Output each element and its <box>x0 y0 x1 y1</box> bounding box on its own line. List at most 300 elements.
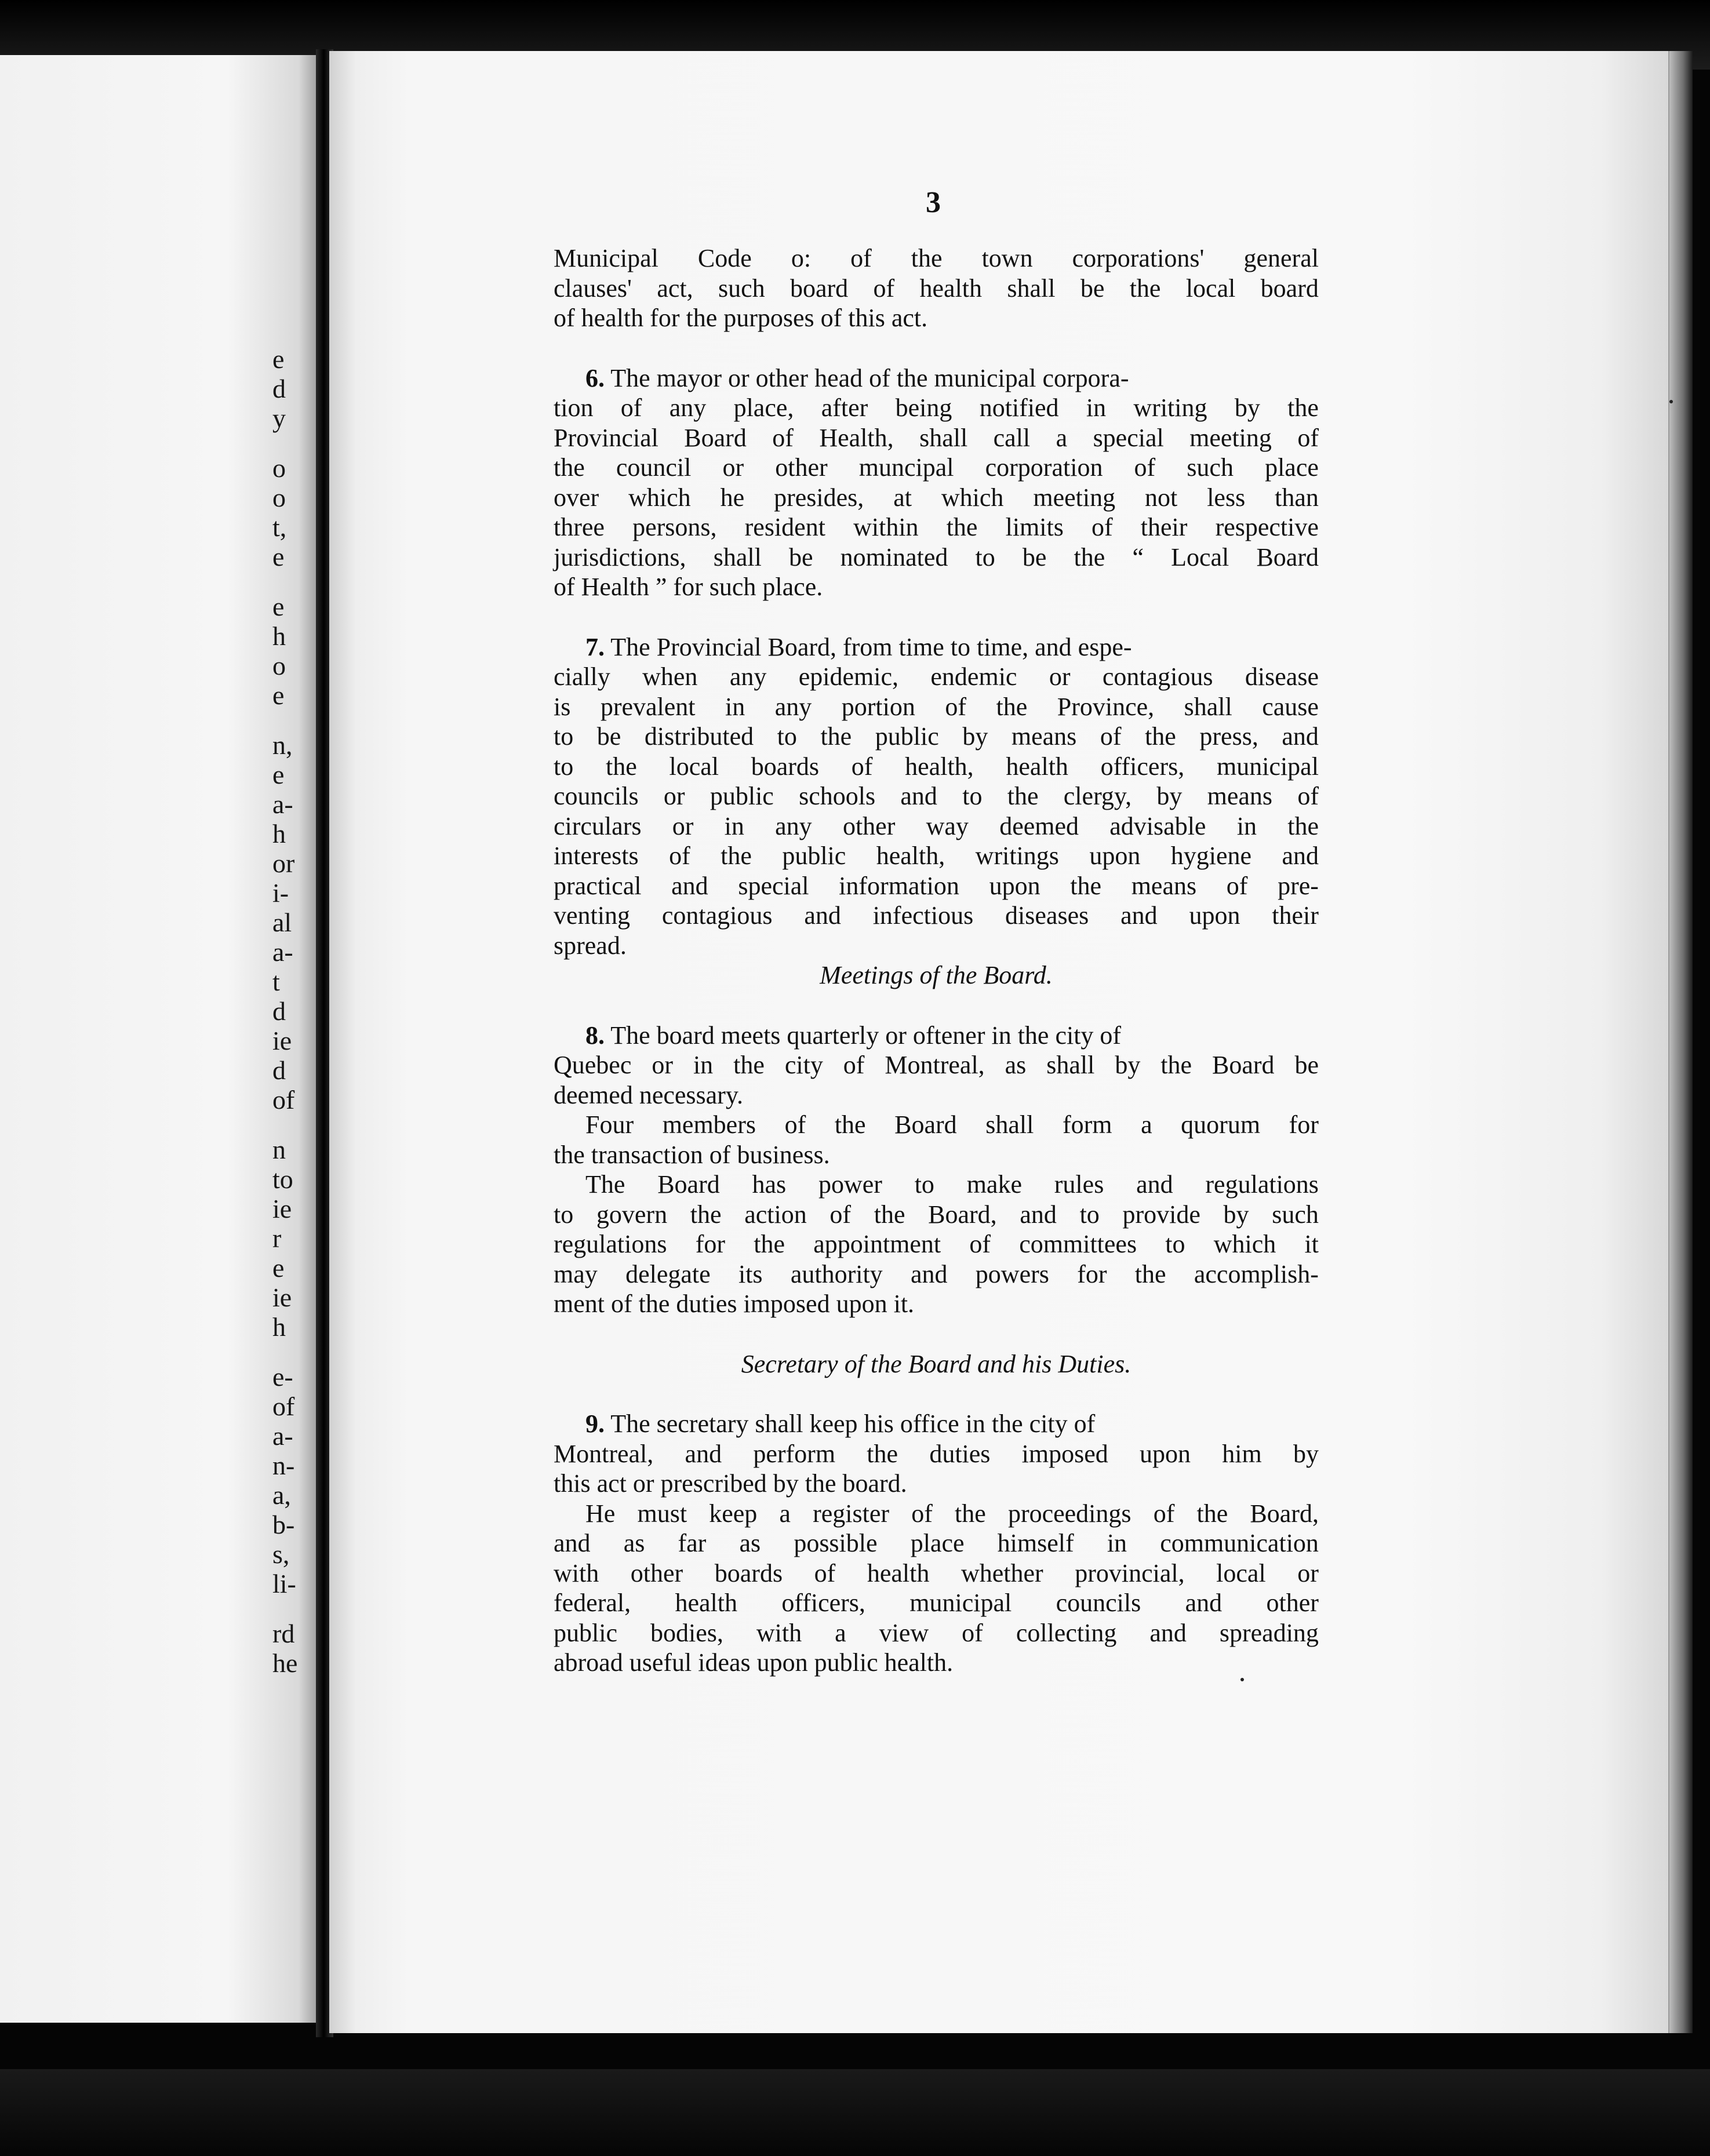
word: the <box>911 244 943 272</box>
word: may <box>554 1259 598 1288</box>
left-page-fragment: e <box>272 1253 285 1283</box>
word: municipal <box>1216 752 1319 781</box>
word: power <box>818 1170 882 1199</box>
text-line: ment of the duties imposed upon it. <box>554 1290 915 1318</box>
section-6 <box>554 363 1319 602</box>
word: imposed <box>1021 1439 1108 1468</box>
word: o: <box>791 244 812 272</box>
word: the <box>1074 542 1105 571</box>
word: or <box>652 1051 673 1079</box>
word: the <box>1145 722 1176 751</box>
word: federal, <box>554 1589 631 1617</box>
left-page-fragment: a, <box>272 1480 291 1510</box>
speck-mark <box>1669 400 1673 403</box>
word: keep <box>709 1499 758 1528</box>
word: nominated <box>840 542 948 571</box>
text-line <box>554 423 1319 453</box>
word: Board <box>894 1110 957 1139</box>
word: the <box>996 692 1028 721</box>
speck-mark <box>1240 1678 1244 1681</box>
word: general <box>1243 244 1319 272</box>
word: be <box>1022 542 1047 571</box>
word: by <box>962 722 988 751</box>
word: regulations <box>554 1230 667 1258</box>
left-page-fragment: e <box>272 760 285 789</box>
word: as <box>623 1529 645 1557</box>
text-line <box>554 483 1319 513</box>
word: any <box>775 811 812 840</box>
word: spreading <box>1219 1618 1319 1647</box>
word: not <box>1145 483 1178 512</box>
word: far <box>678 1529 707 1557</box>
word: of <box>850 244 872 272</box>
word: any <box>774 692 812 721</box>
word: clauses' <box>554 274 632 303</box>
word: at <box>893 483 912 512</box>
word: of <box>1134 453 1156 482</box>
word: to <box>777 722 797 751</box>
text-line: of Health ” for such place. <box>554 573 823 601</box>
text-span: The secretary shall keep his office in the city of <box>605 1410 1096 1438</box>
word: health <box>675 1589 737 1617</box>
word: for <box>695 1230 726 1258</box>
word: or <box>663 782 685 810</box>
paragraph-continuation <box>554 243 1319 333</box>
word: place <box>1265 453 1319 482</box>
word: town <box>981 244 1033 272</box>
word: Board, <box>928 1200 997 1229</box>
word: he <box>720 483 745 512</box>
text-line <box>554 1259 1319 1290</box>
word: the <box>1007 782 1039 810</box>
left-page-fragment: n <box>272 1135 286 1164</box>
word: which <box>941 483 1004 512</box>
word: Municipal <box>554 244 658 272</box>
word: a <box>1056 423 1068 452</box>
text-line <box>554 1110 1319 1140</box>
word: by <box>1115 1051 1141 1079</box>
word: quorum <box>1181 1110 1261 1139</box>
word: a <box>835 1618 846 1647</box>
left-page-fragment: r <box>272 1223 282 1253</box>
left-page-fragment: ie <box>272 1283 292 1312</box>
word: clergy, <box>1063 782 1132 810</box>
word: infectious <box>872 901 974 930</box>
text-line <box>554 243 1319 274</box>
word: council <box>616 453 692 482</box>
word: disease <box>1245 662 1319 691</box>
word: view <box>879 1618 929 1647</box>
text-line <box>554 542 1319 573</box>
word: it <box>1304 1230 1319 1258</box>
word: contagious <box>661 901 773 930</box>
word: city <box>784 1051 823 1079</box>
word: its <box>738 1259 763 1288</box>
word: or <box>722 453 744 482</box>
word: the <box>1287 394 1319 422</box>
word: three <box>554 513 605 541</box>
word: be <box>1294 1051 1319 1079</box>
word: any <box>669 394 707 422</box>
word: and <box>1120 901 1158 930</box>
word: communication <box>1160 1529 1319 1557</box>
left-page-fragment: e <box>272 344 285 374</box>
word: board <box>1260 274 1319 303</box>
word: committees <box>1019 1230 1137 1258</box>
word: cially <box>554 662 610 691</box>
word: distributed <box>644 722 754 751</box>
word: call <box>993 423 1031 452</box>
word: of <box>911 1499 933 1528</box>
left-page-fragment: y <box>272 403 286 433</box>
text-line: this act or prescribed by the board. <box>554 1469 907 1498</box>
text-line <box>554 1528 1319 1558</box>
document-body <box>554 243 1319 1678</box>
word: place, <box>733 394 794 422</box>
word: public <box>710 782 774 810</box>
section-heading-secretary: Secretary of the Board and his Duties. <box>741 1349 1131 1378</box>
word: muncipal <box>858 453 954 482</box>
word: the <box>733 1051 765 1079</box>
word: corporation <box>985 453 1103 482</box>
word: the <box>1287 811 1319 840</box>
word: their <box>1140 513 1188 541</box>
word: which <box>1213 1230 1276 1258</box>
word: place <box>910 1529 965 1557</box>
word: provide <box>1122 1200 1200 1229</box>
word: of <box>829 1200 852 1229</box>
word: health <box>1006 752 1068 781</box>
word: and <box>804 901 841 930</box>
word: be <box>788 542 813 571</box>
text-line <box>554 781 1319 811</box>
word: and <box>910 1259 948 1288</box>
text-line: abroad useful ideas upon public health. <box>554 1648 954 1677</box>
word: of <box>669 842 690 870</box>
word: regulations <box>1205 1170 1319 1199</box>
word: the <box>721 842 752 870</box>
word: form <box>1062 1110 1112 1139</box>
word: presides, <box>774 483 864 512</box>
word: local <box>669 752 719 781</box>
word: to <box>554 752 574 781</box>
word: of <box>969 1230 991 1258</box>
word: authority <box>790 1259 883 1288</box>
word: writing <box>1133 394 1207 422</box>
left-page-fragment: al <box>272 908 292 937</box>
word: upon <box>989 871 1040 900</box>
word: prevalent <box>600 692 696 721</box>
word: shall <box>985 1110 1034 1139</box>
word: health <box>867 1558 930 1587</box>
section-9 <box>554 1409 1319 1678</box>
word: schools <box>799 782 876 810</box>
word: to <box>914 1170 934 1199</box>
word: notified <box>979 394 1059 422</box>
left-page-fragment: o <box>272 453 286 483</box>
text-line <box>554 393 1319 423</box>
word: and <box>554 1529 591 1557</box>
left-page-fragment: n- <box>272 1451 295 1480</box>
word: proceedings <box>1007 1499 1131 1528</box>
word: public <box>782 842 846 870</box>
word: Board, <box>1250 1499 1319 1528</box>
word: such <box>1187 453 1234 482</box>
word: the <box>754 1230 785 1258</box>
word: Four <box>585 1110 634 1139</box>
text-line <box>554 1170 1319 1200</box>
text-line <box>554 1499 1319 1529</box>
left-page-fragment: s, <box>272 1539 290 1569</box>
text-span: The Provincial Board, from time to time, and espe- <box>605 632 1132 661</box>
word: and <box>1136 1170 1173 1199</box>
word: other <box>630 1558 683 1587</box>
word: jurisdictions, <box>554 542 686 571</box>
word: of <box>1297 782 1319 810</box>
word: corporations' <box>1072 244 1205 272</box>
left-page-fragment: h <box>272 819 286 848</box>
word: to <box>554 1200 574 1229</box>
word: of <box>945 692 967 721</box>
word: “ <box>1132 542 1144 571</box>
text-line <box>554 274 1319 304</box>
left-page-fragment: of <box>272 1392 295 1421</box>
word: be <box>1080 274 1105 303</box>
text-line <box>554 871 1319 901</box>
word: with <box>554 1558 599 1587</box>
word: pre- <box>1278 871 1319 900</box>
word: upon <box>1089 842 1141 870</box>
word: local <box>1216 1558 1266 1587</box>
text-line <box>554 662 1319 692</box>
right-page-edge <box>1669 51 1693 2033</box>
word: of <box>1297 423 1319 452</box>
word: hygiene <box>1170 842 1252 870</box>
section-number: 9. <box>585 1410 605 1438</box>
word: of <box>851 752 873 781</box>
word: and <box>1149 1618 1187 1647</box>
word: by <box>1156 782 1183 810</box>
left-page-fragment: li- <box>272 1569 296 1598</box>
text-line <box>554 901 1319 931</box>
word: the <box>834 1110 866 1139</box>
left-page-fragment: ie <box>272 1026 292 1055</box>
word: way <box>926 811 969 840</box>
left-page-fragment: to <box>272 1164 293 1194</box>
word: to <box>1079 1200 1100 1229</box>
word: make <box>966 1170 1022 1199</box>
text-line <box>554 1229 1319 1259</box>
word: persons, <box>632 513 717 541</box>
word: being <box>895 394 952 422</box>
scan-bottom-edge <box>0 2069 1710 2156</box>
word: members <box>662 1110 756 1139</box>
word: The <box>585 1170 625 1199</box>
word: perform <box>753 1439 836 1468</box>
word: within <box>853 513 919 541</box>
section-number: 8. <box>585 1021 605 1050</box>
word: writings <box>975 842 1059 870</box>
word: Local <box>1171 542 1229 571</box>
word: for <box>1077 1259 1107 1288</box>
word: in <box>725 692 745 721</box>
word: the <box>874 1200 905 1229</box>
word: Health, <box>819 423 894 452</box>
left-page-fragment: h <box>272 621 286 651</box>
text-line <box>554 1558 1319 1589</box>
text-line <box>554 841 1319 871</box>
word: Quebec <box>554 1051 632 1079</box>
left-page-fragment: rd <box>272 1619 295 1648</box>
left-page-fragment: t <box>272 967 280 996</box>
word: health, <box>876 842 945 870</box>
word: Board <box>1256 542 1319 571</box>
word: collecting <box>1016 1618 1117 1647</box>
word: less <box>1207 483 1246 512</box>
word: of <box>843 1051 865 1079</box>
word: whether <box>960 1558 1043 1587</box>
word: interests <box>554 842 639 870</box>
word: rules <box>1054 1170 1104 1199</box>
left-page-fragment: i- <box>272 878 289 908</box>
left-page-fragment: h <box>272 1312 286 1342</box>
word: meeting <box>1033 483 1116 512</box>
word: special <box>1093 423 1164 452</box>
word: in <box>1107 1529 1127 1557</box>
word: other <box>775 453 828 482</box>
word: as <box>1005 1051 1027 1079</box>
word: meeting <box>1189 423 1272 452</box>
word: and <box>1282 722 1319 751</box>
word: and <box>900 782 937 810</box>
section-7 <box>554 632 1319 961</box>
word: and <box>685 1439 722 1468</box>
word: register <box>813 1499 890 1528</box>
word: resident <box>744 513 825 541</box>
word: of <box>784 1110 806 1139</box>
word: is <box>554 692 571 721</box>
word: in <box>724 811 744 840</box>
word: delegate <box>625 1259 711 1288</box>
left-page-fragment: n, <box>272 730 293 760</box>
word: press, <box>1199 722 1258 751</box>
word: or <box>1297 1558 1319 1587</box>
word: has <box>752 1170 787 1199</box>
word: upon <box>1140 1439 1191 1468</box>
word: must <box>637 1499 687 1528</box>
word: shall <box>1046 1051 1095 1079</box>
word: than <box>1275 483 1319 512</box>
word: provincial, <box>1075 1558 1185 1587</box>
text-line <box>554 363 1319 394</box>
word: powers <box>975 1259 1049 1288</box>
word: shall <box>1184 692 1232 721</box>
word: health, <box>905 752 974 781</box>
word: the <box>1160 1051 1192 1079</box>
word: endemic <box>930 662 1017 691</box>
word: and <box>1282 842 1319 870</box>
text-span: The mayor or other head of the municipal corpora- <box>605 363 1129 392</box>
word: of <box>814 1558 836 1587</box>
word: a <box>779 1499 791 1528</box>
word: be <box>596 722 621 751</box>
word: by <box>1293 1439 1319 1468</box>
word: limits <box>1005 513 1064 541</box>
left-page-fragment: ie <box>272 1194 292 1223</box>
word: act, <box>657 274 693 303</box>
word: Board <box>1211 1051 1275 1079</box>
word: epidemic, <box>798 662 899 691</box>
text-line: of health for the purposes of this act. <box>554 304 928 332</box>
word: Montreal, <box>885 1051 985 1079</box>
word: any <box>729 662 767 691</box>
word: of <box>1100 722 1122 751</box>
text-line: deemed necessary. <box>554 1080 743 1109</box>
word: the <box>867 1439 898 1468</box>
word: other <box>842 811 896 840</box>
word: himself <box>997 1529 1074 1557</box>
page-number: 3 <box>926 186 941 219</box>
left-page-fragment: a- <box>272 937 293 967</box>
word: local <box>1185 274 1236 303</box>
left-page-fragment: b- <box>272 1510 295 1539</box>
word: and <box>1020 1200 1057 1229</box>
word: board <box>789 274 849 303</box>
word: special <box>738 871 809 900</box>
word: the <box>946 513 978 541</box>
word: the <box>1070 871 1102 900</box>
word: or <box>1049 662 1071 691</box>
word: of <box>772 423 794 452</box>
word: means <box>1131 871 1197 900</box>
word: the <box>554 453 585 482</box>
word: the <box>690 1200 722 1229</box>
word: to <box>1165 1230 1185 1258</box>
word: shall <box>919 423 968 452</box>
word: of <box>1091 513 1113 541</box>
left-page-fragment: he <box>272 1648 298 1678</box>
text-line <box>554 1409 1319 1439</box>
section-number: 6. <box>585 363 605 392</box>
text-line <box>554 692 1319 722</box>
word: means <box>1011 722 1077 751</box>
section-8 <box>554 1021 1319 1319</box>
word: the <box>605 752 637 781</box>
word: of <box>962 1618 983 1647</box>
left-page-fragment: d <box>272 374 286 403</box>
left-page-fragment: or <box>272 848 295 878</box>
word: the <box>820 722 852 751</box>
word: for <box>1289 1110 1319 1139</box>
text-line <box>554 453 1319 483</box>
left-page-fragment: d <box>272 1055 286 1085</box>
text-line <box>554 811 1319 842</box>
word: in <box>1086 394 1107 422</box>
word: and <box>1185 1589 1223 1617</box>
text-line <box>554 1050 1319 1080</box>
word: to <box>554 722 574 751</box>
word: to <box>962 782 983 810</box>
word: shall <box>713 542 762 571</box>
text-line <box>554 1439 1319 1469</box>
word: circulars <box>554 811 642 840</box>
word: means <box>1207 782 1273 810</box>
word: accomplish- <box>1194 1259 1319 1288</box>
text-line: spread. <box>554 931 627 960</box>
word: of <box>873 274 895 303</box>
text-line <box>554 1618 1319 1648</box>
word: the <box>1196 1499 1228 1528</box>
